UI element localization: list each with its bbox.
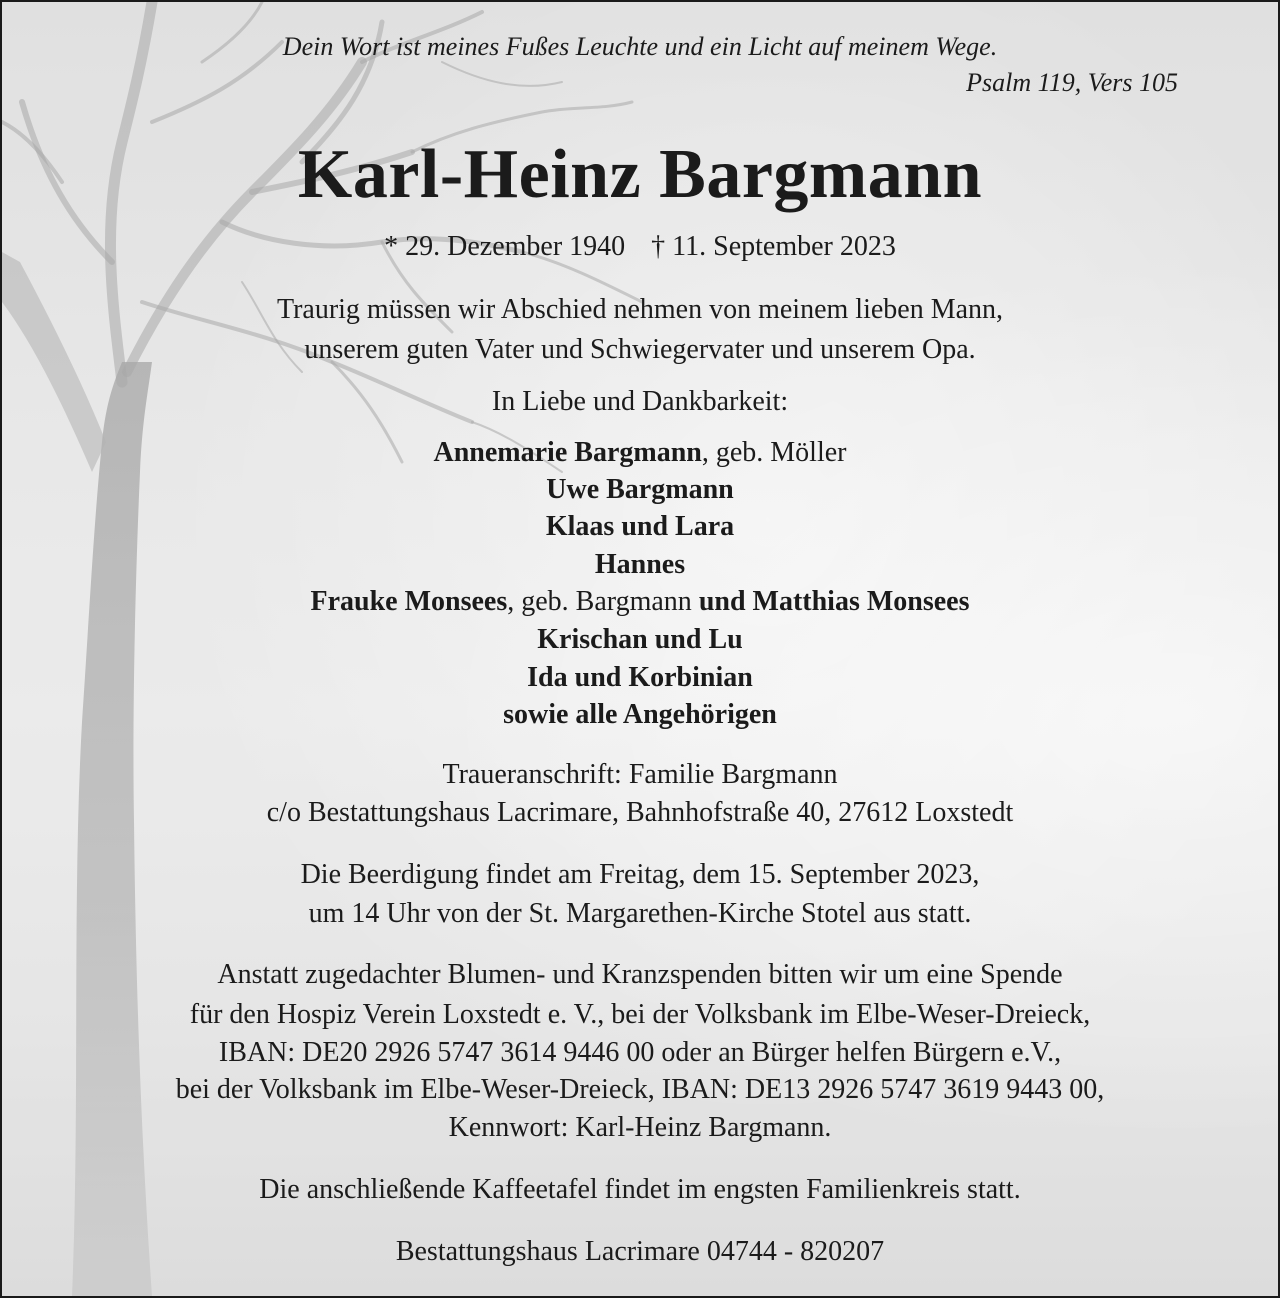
donation-line-1: Anstatt zugedachter Blumen- und Kranzspenden bitten wir um eine Spende xyxy=(217,959,1063,990)
deceased-name: Karl-Heinz Bargmann xyxy=(297,136,983,213)
mourner-name: und Matthias Monsees xyxy=(698,586,970,617)
mourner-name: Frauke Monsees xyxy=(310,586,508,617)
intro-line-1: Traurig müssen wir Abschied nehmen von meinem lieben Mann, xyxy=(276,294,1004,325)
donation-line-5: Kennwort: Karl-Heinz Bargmann. xyxy=(448,1112,832,1143)
funeral-line-1: Die Beerdigung findet am Freitag, dem 15. September 2023, xyxy=(300,859,980,890)
mourner-line-5 xyxy=(2,586,1278,618)
mourner-line-8: sowie alle Angehörigen xyxy=(503,699,777,730)
love-line: In Liebe und Dankbarkeit: xyxy=(491,386,789,417)
donation-line-2: für den Hospiz Verein Loxstedt e. V., bei der Volksbank im Elbe-Weser-Dreieck, xyxy=(189,999,1091,1030)
address-line-1: Traueranschrift: Familie Bargmann xyxy=(442,759,838,790)
donation-line-4: bei der Volksbank im Elbe-Weser-Dreieck, IBAN: DE13 2926 5747 3619 9443 00, xyxy=(175,1074,1105,1105)
mourner-line-2: Uwe Bargmann xyxy=(546,474,734,505)
donation-line-3: IBAN: DE20 2926 5747 3614 9446 00 oder an Bürger helfen Bürgern e.V., xyxy=(218,1037,1062,1068)
life-dates xyxy=(2,231,1278,263)
undertaker-line: Bestattungshaus Lacrimare 04744 - 820207 xyxy=(395,1236,885,1267)
intro-line-2: unserem guten Vater und Schwiegervater und unserem Opa. xyxy=(304,334,976,365)
mourner-note: , geb. Möller xyxy=(701,437,847,468)
coffee-line: Die anschließende Kaffeetafel findet im engsten Familienkreis statt. xyxy=(259,1174,1021,1205)
funeral-line-2: um 14 Uhr von der St. Margarethen-Kirche Stotel aus statt. xyxy=(308,898,972,929)
birth-date: * 29. Dezember 1940 xyxy=(384,231,626,262)
mourner-name: Annemarie Bargmann xyxy=(433,437,702,468)
death-date: † 11. September 2023 xyxy=(651,231,896,262)
mourner-line-3: Klaas und Lara xyxy=(545,511,735,542)
mourner-line-7: Ida und Korbinian xyxy=(527,662,753,693)
bible-quote-reference: Psalm 119, Vers 105 xyxy=(966,68,1178,97)
bible-quote: Dein Wort ist meines Fußes Leuchte und ein Licht auf meinem Wege. xyxy=(282,32,998,61)
mourner-line-6: Krischan und Lu xyxy=(537,624,743,655)
address-line-2: c/o Bestattungshaus Lacrimare, Bahnhofstraße 40, 27612 Loxstedt xyxy=(266,797,1014,828)
mourner-line-4: Hannes xyxy=(594,549,686,580)
mourner-note: , geb. Bargmann xyxy=(507,586,699,617)
notice-content xyxy=(2,2,1278,1296)
mourner-line-1 xyxy=(2,437,1278,469)
